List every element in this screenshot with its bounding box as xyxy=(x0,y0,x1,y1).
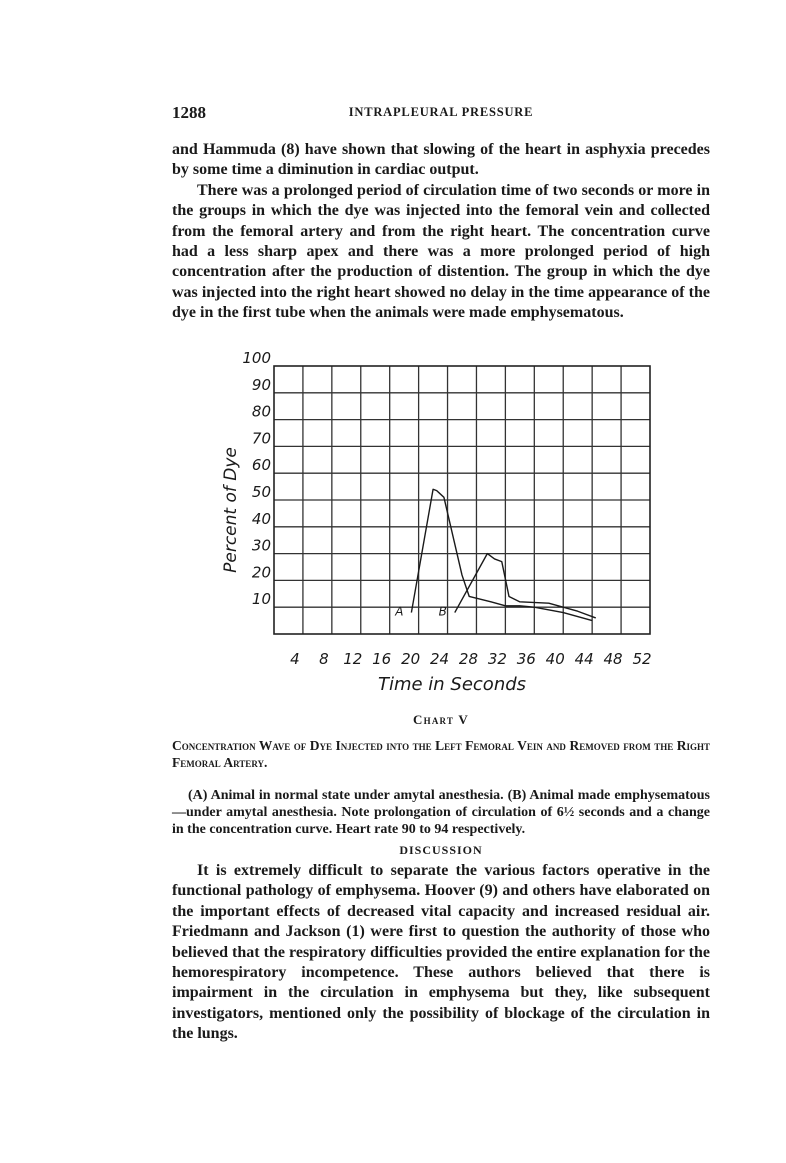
section-heading-discussion: DISCUSSION xyxy=(399,843,483,857)
caption-title: Concentration Wave of Dye Injected into the Left Femoral Vein and Removed from the Right Femoral Artery. xyxy=(172,738,710,770)
paragraph-continuation: and Hammuda (8) have shown that slowing of the heart in asphyxia precedes by some time a diminution in cardiac output. xyxy=(172,141,710,179)
paragraph-discussion: It is extremely difficult to separate the various factors operative in the functional pathology of emphysema. Hoover (9) and others have elaborated on the important effects of decreased vital capacity and increased residual air. Friedmann and Jackson (1) were first to question the authority of those who believed that the respiratory difficulties provided the entire explanation for the hemorespiratory incompetence. These authors believed that there is impairment in the circulation in emphysema but they, like subsequent investigators, mentioned only the possibility of blockage of the circulation in the lungs. xyxy=(172,862,710,1043)
x-tick-label: 28 xyxy=(458,650,479,668)
series-label-a: A xyxy=(395,604,404,619)
y-tick-label: 100 xyxy=(242,352,271,367)
body-text-discussion xyxy=(172,861,710,1045)
caption-text: (A) Animal in normal state under amytal anesthesia. (B) Animal made emphysematous—under amytal anesthesia. Note prolongation of circulation of 6½ seconds and a change in the concentration curve. Heart rate 90 to 94 respectively. xyxy=(172,788,710,838)
y-tick-label: 40 xyxy=(251,509,271,528)
x-tick-label: 36 xyxy=(516,650,536,668)
x-tick-label: 52 xyxy=(632,650,652,668)
y-tick-label: 80 xyxy=(251,402,271,421)
x-tick-label: 48 xyxy=(603,650,623,668)
x-tick-label: 4 xyxy=(290,650,300,668)
y-tick-label: 50 xyxy=(251,483,271,501)
running-head xyxy=(172,103,710,125)
caption-body xyxy=(172,773,710,853)
series-label-b: B xyxy=(438,604,447,619)
x-tick-label: 44 xyxy=(574,650,594,668)
y-tick-label: 60 xyxy=(251,456,271,475)
x-tick-label: 8 xyxy=(319,650,329,668)
chart-label: Chart V xyxy=(413,712,469,727)
x-tick-label: 24 xyxy=(429,650,450,668)
x-tick-label: 32 xyxy=(487,650,507,668)
x-tick-label: 16 xyxy=(372,650,392,668)
x-tick-label: 12 xyxy=(343,650,363,668)
y-tick-label: 70 xyxy=(251,429,271,448)
x-tick-label: 20 xyxy=(401,650,421,668)
series-line-a xyxy=(411,489,592,620)
running-title: INTRAPLEURAL PRESSURE xyxy=(348,105,534,119)
x-tick-label: 40 xyxy=(545,650,565,668)
chart-svg xyxy=(200,352,680,712)
x-axis-label: Time in Seconds xyxy=(377,674,527,695)
body-text-top xyxy=(172,140,710,324)
y-tick-label: 10 xyxy=(251,590,271,609)
page-number: 1288 xyxy=(172,103,206,122)
y-tick-label: 90 xyxy=(251,375,271,394)
y-tick-label: 30 xyxy=(251,536,271,555)
chart-concentration-wave xyxy=(200,352,680,712)
paragraph-circulation-time: There was a prolonged period of circulation time of two seconds or more in the groups in which the dye was injected into the femoral vein and collected from the femoral artery and from the right heart. The concentration curve had a less sharp apex and there was a more prolonged period of high concentration after the production of distention. The group in which the dye was injected into the right heart showed no delay in the time appearance of the dye in the first tube when the animals were made emphysematous. xyxy=(172,181,710,322)
y-tick-label: 20 xyxy=(251,563,271,582)
y-axis-label: Percent of Dye xyxy=(221,447,241,573)
